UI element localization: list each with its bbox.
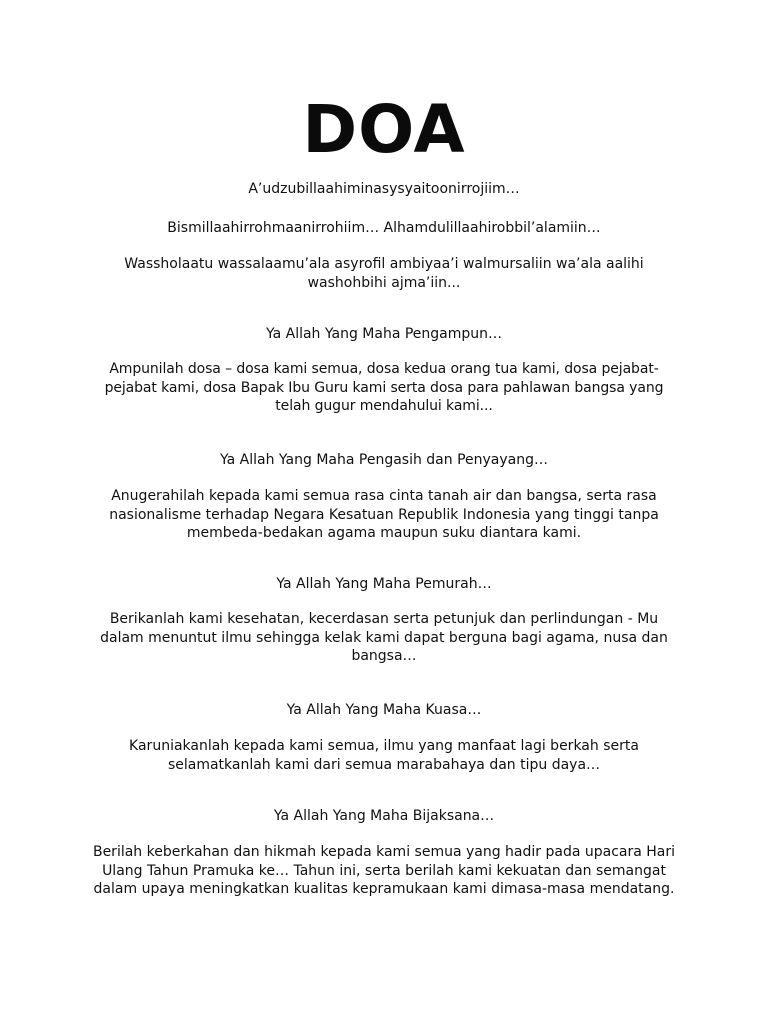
invocation-bijaksana: Ya Allah Yang Maha Bijaksana…	[273, 808, 495, 824]
prayer-anugerahilah: Anugerahilah kepada kami semua rasa cinta tanah air dan bangsa, serta rasa nasionalisme terhadap Negara Kesatuan Republik Indonesia yang tinggi tanpa membeda-bedakan agama maupun suku diantara kami.	[109, 488, 659, 541]
prayer-berilah: Berilah keberkahan dan hikmah kepada kami semua yang hadir pada upacara Hari Ulang Tahun Pramuka ke… Tahun ini, serta berilah kami kekuatan dan semangat dalam upaya meningkatkan kualitas kepramukaan kami dimasa-masa mendatang.	[92, 844, 676, 897]
invocation-pengampun: Ya Allah Yang Maha Pengampun…	[265, 326, 503, 342]
prayer-berikanlah: Berikanlah kami kesehatan, kecerdasan serta petunjuk dan perlindungan - Mu dalam menuntut ilmu sehingga kelak kami dapat berguna bagi agama, nusa dan bangsa…	[100, 611, 668, 664]
invocation-kuasa: Ya Allah Yang Maha Kuasa…	[286, 702, 482, 718]
opening-line-sholawat: Wassholaatu wassalaamu’ala asyrofil ambiyaa’i walmursaliin wa’ala aalihi washohbihi ajma’iin...	[124, 256, 644, 291]
opening-line-taawudz: A’udzubillaahiminasysyaitoonirrojiim…	[248, 181, 520, 197]
document-title: DOA	[302, 91, 466, 168]
opening-line-basmalah: Bismillaahirrohmaanirrohiim… Alhamdulillaahirobbil’alamiin…	[167, 220, 601, 236]
invocation-pengasih: Ya Allah Yang Maha Pengasih dan Penyayang…	[220, 452, 548, 468]
invocation-pemurah: Ya Allah Yang Maha Pemurah…	[276, 576, 492, 592]
prayer-karuniakanlah: Karuniakanlah kepada kami semua, ilmu yang manfaat lagi berkah serta selamatkanlah kami dari semua marabahaya dan tipu daya…	[129, 738, 639, 773]
prayer-ampunilah: Ampunilah dosa – dosa kami semua, dosa kedua orang tua kami, dosa pejabat-pejabat kami, dosa Bapak Ibu Guru kami serta dosa para pahlawan bangsa yang telah gugur mendahului kami...	[104, 361, 664, 414]
